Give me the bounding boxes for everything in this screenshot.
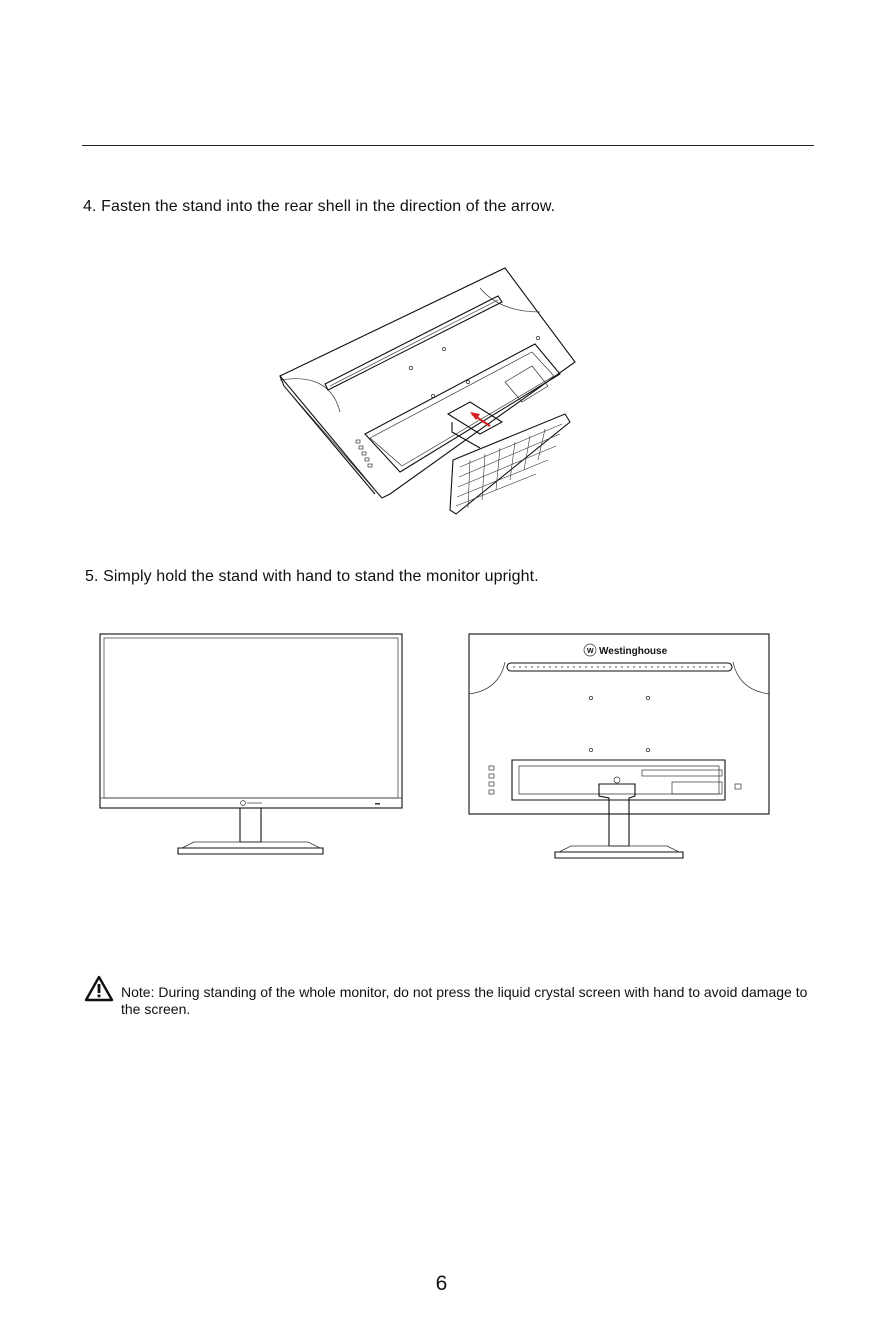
monitor-rear-view-illustration — [467, 632, 772, 864]
step-5-instruction: 5. Simply hold the stand with hand to stand the monitor upright. — [85, 568, 539, 585]
warning-triangle-icon — [84, 975, 114, 1002]
page-number: 6 — [435, 1272, 448, 1295]
monitor-front-view-illustration — [98, 632, 405, 864]
header-rule — [82, 145, 814, 146]
step-4-instruction: 4. Fasten the stand into the rear shell in the direction of the arrow. — [83, 198, 556, 215]
note-text: Note: During standing of the whole monitor, do not press the liquid crystal screen with hand to avoid damage to the screen. — [121, 984, 808, 1017]
stand-fastening-illustration — [270, 262, 590, 524]
svg-text:W: W — [587, 648, 594, 655]
rear-brand-label: Westinghouse — [599, 646, 668, 657]
